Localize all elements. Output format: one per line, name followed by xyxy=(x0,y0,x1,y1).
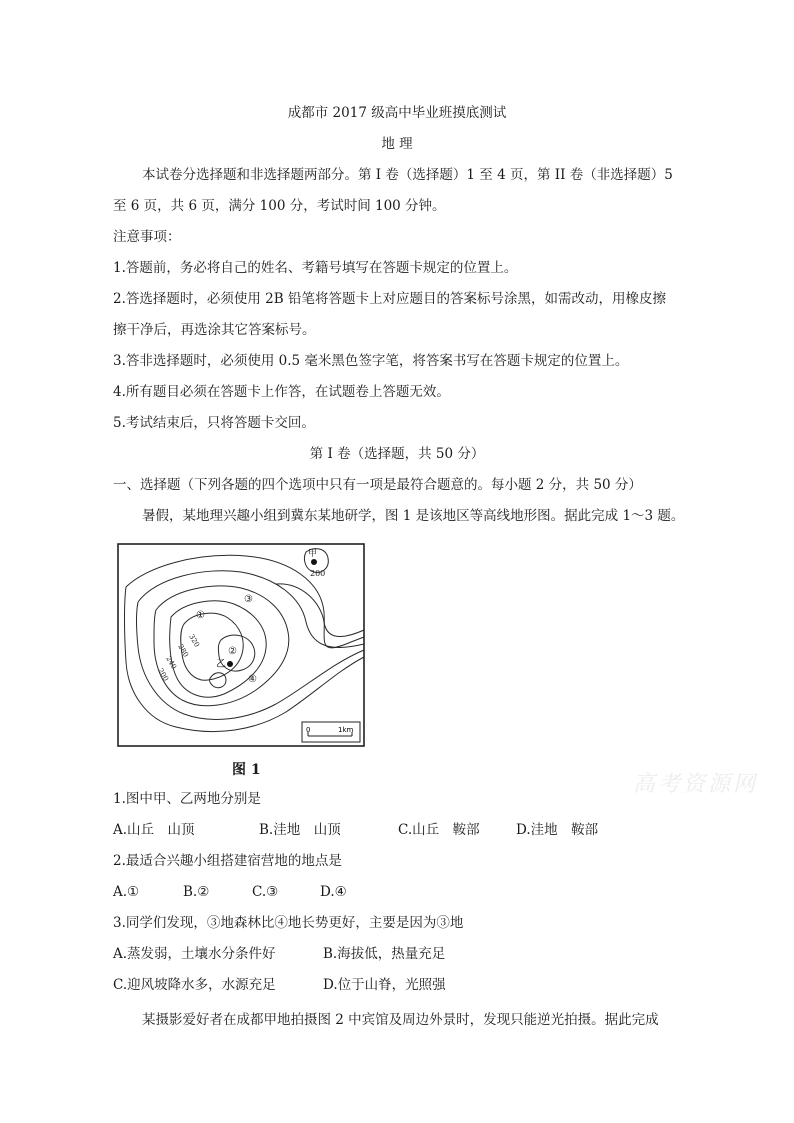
q2-option-a[interactable]: A.① xyxy=(113,884,140,900)
point-yi xyxy=(227,661,233,667)
q1-option-a[interactable]: A.山丘 山顶 xyxy=(113,822,195,838)
label-contour-240: 240 xyxy=(164,655,178,671)
note-3: 3.答非选择题时，必须使用 0.5 毫米黑色签字笔，将答案书写在答题卡规定的位置上。 xyxy=(113,353,629,369)
section-heading: 一、选择题（下列各题的四个选项中只有一项是最符合题意的。每小题 2 分，共 50 分） xyxy=(113,477,642,493)
contour-map-figure xyxy=(116,542,366,748)
label-contour-200: 200 xyxy=(156,667,170,683)
label-contour-320: 320 xyxy=(187,633,201,649)
label-jia: 甲 xyxy=(308,549,318,559)
page-title: 成都市 2017 级高中毕业班摸底测试 xyxy=(287,105,507,121)
label-contour-280: 280 xyxy=(176,643,190,659)
figure-caption: 图 1 xyxy=(232,762,261,778)
watermark: 高考资源网 xyxy=(633,772,759,797)
intro-line-2: 至 6 页，共 6 页，满分 100 分，考试时间 100 分钟。 xyxy=(113,198,446,214)
map-frame xyxy=(118,544,364,746)
note-2b: 擦干净后，再选涂其它答案标号。 xyxy=(113,322,316,338)
label-yi: 乙 xyxy=(216,659,226,670)
part1-title: 第 I 卷（选择题，共 50 分） xyxy=(309,446,485,462)
q3-option-d[interactable]: D.位于山脊，光照强 xyxy=(323,977,446,993)
question-group-stem: 暑假，某地理兴趣小组到冀东某地研学，图 1 是该地区等高线地形图。据此完成 1～3 题。 xyxy=(142,508,685,524)
q3-option-c[interactable]: C.迎风坡降水多，水源充足 xyxy=(113,977,276,993)
note-2a: 2.答选择题时，必须使用 2B 铅笔将答题卡上对应题目的答案标号涂黑，如需改动，用橡皮擦 xyxy=(113,291,666,307)
scale-label-1km: 1km xyxy=(338,726,354,734)
note-4: 4.所有题目必须在答题卡上作答，在试题卷上答题无效。 xyxy=(113,384,450,400)
label-marker-3: ③ xyxy=(244,594,253,605)
q1-option-c[interactable]: C.山丘 鞍部 xyxy=(398,822,480,838)
question-1-stem: 1.图中甲、乙两地分别是 xyxy=(113,791,261,807)
q2-option-d[interactable]: D.④ xyxy=(320,884,347,900)
subject-title: 地 理 xyxy=(381,136,413,152)
q2-option-b[interactable]: B.② xyxy=(183,884,210,900)
label-contour-200-top: 200 xyxy=(310,569,326,578)
next-question-stem: 某摄影爱好者在成都甲地拍摄图 2 中宾馆及周边外景时，发现只能逆光拍摄。据此完成 xyxy=(142,1012,659,1028)
q1-option-b[interactable]: B.洼地 山顶 xyxy=(259,822,341,838)
note-5: 5.考试结束后，只将答题卡交回。 xyxy=(113,415,315,431)
question-2-stem: 2.最适合兴趣小组搭建宿营地的地点是 xyxy=(113,853,342,869)
label-marker-2: ② xyxy=(228,646,237,657)
question-3-stem: 3.同学们发现，③地森林比④地长势更好，主要是因为③地 xyxy=(113,915,464,931)
note-1: 1.答题前，务必将自己的姓名、考籍号填写在答题卡规定的位置上。 xyxy=(113,260,518,276)
q3-option-a[interactable]: A.蒸发弱，土壤水分条件好 xyxy=(113,946,276,962)
label-marker-1: ① xyxy=(196,610,205,621)
scale-label-zero: 0 xyxy=(306,726,311,734)
q1-option-d[interactable]: D.洼地 鞍部 xyxy=(516,822,599,838)
q2-option-c[interactable]: C.③ xyxy=(252,884,279,900)
notes-heading: 注意事项： xyxy=(113,229,181,245)
intro-line-1: 本试卷分选择题和非选择题两部分。第 I 卷（选择题）1 至 4 页，第 II 卷（非选择题）5 xyxy=(142,167,673,183)
point-jia xyxy=(311,559,317,565)
label-marker-4: ④ xyxy=(248,674,257,685)
q3-option-b[interactable]: B.海拔低，热量充足 xyxy=(323,946,446,962)
